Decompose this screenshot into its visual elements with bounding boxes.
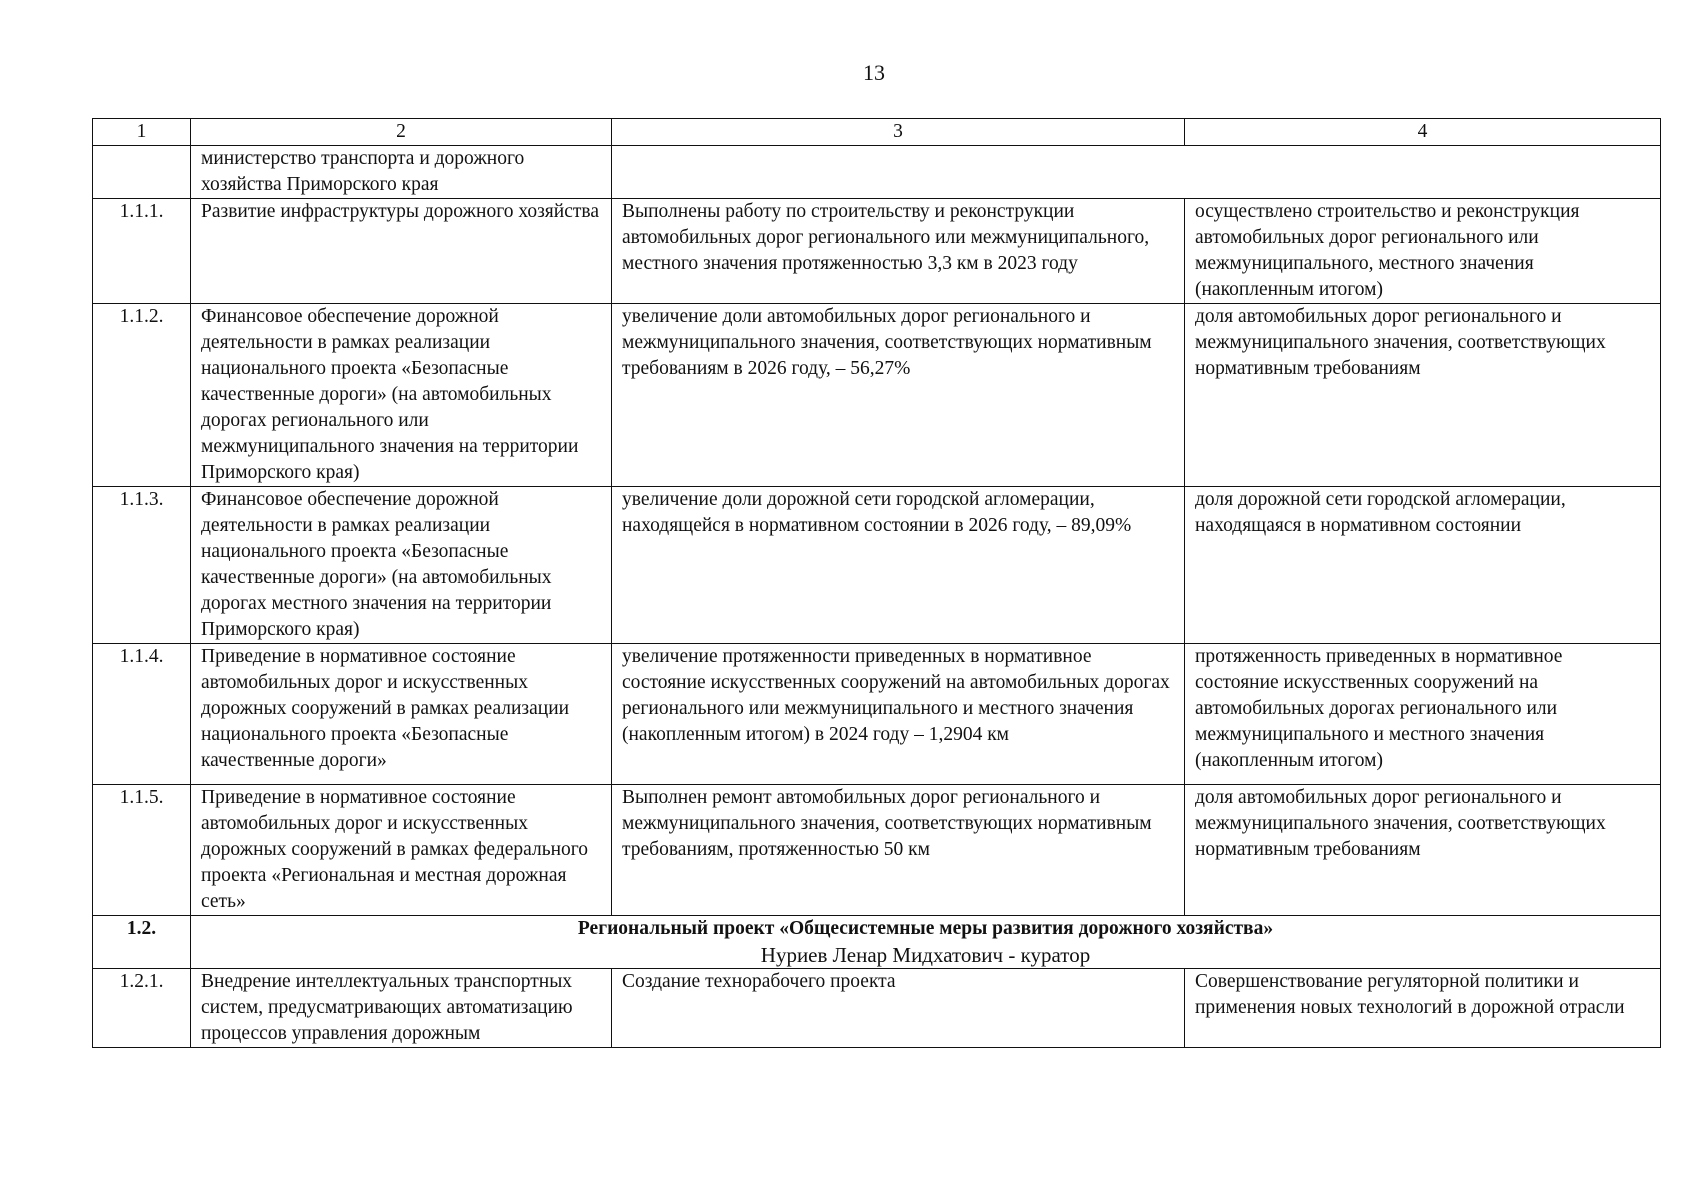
- column-header: 4: [1185, 119, 1661, 146]
- task-name: Финансовое обеспечение дорожной деятельности в рамках реализации национального проекта «Безопасные качественные дороги» (на автомобильных дорогах местного значения на территории Приморского края): [191, 487, 612, 644]
- table-row: [93, 199, 1661, 304]
- indicator: доля автомобильных дорог регионального и межмуниципального значения, соответствующих нормативным требованиям: [1185, 304, 1661, 487]
- row-number: 1.1.1.: [93, 199, 191, 304]
- section-title: Региональный проект «Общесистемные меры развития дорожного хозяйства»: [577, 918, 1274, 939]
- task-name: Приведение в нормативное состояние автомобильных дорог и искусственных дорожных сооружений в рамках реализации национального проекта «Безопасные качественные дороги»: [191, 644, 612, 785]
- measures-table: [92, 118, 1661, 1048]
- empty-cell: [612, 146, 1661, 199]
- indicator: доля автомобильных дорог регионального и межмуниципального значения, соответствующих нормативным требованиям: [1185, 785, 1661, 916]
- page-number: 13: [863, 60, 885, 85]
- expected-result: Выполнен ремонт автомобильных дорог регионального и межмуниципального значения, соответствующих нормативным требованиям, протяженностью 50 км: [612, 785, 1185, 916]
- row-number: [93, 146, 191, 199]
- expected-result: Выполнены работу по строительству и реконструкции автомобильных дорог регионального или межмуниципального, местного значения протяженностью 3,3 км в 2023 году: [612, 199, 1185, 304]
- expected-result: Создание технорабочего проекта: [612, 969, 1185, 1048]
- task-name: Приведение в нормативное состояние автомобильных дорог и искусственных дорожных сооружений в рамках федерального проекта «Региональная и местная дорожная сеть»: [191, 785, 612, 916]
- expected-result: увеличение протяженности приведенных в нормативное состояние искусственных сооружений на автомобильных дорогах регионального или межмуниципального и местного значения (накопленным итогом) в 2024 году – 1,2904 км: [612, 644, 1185, 785]
- responsible-agency: министерство транспорта и дорожного хозяйства Приморского края: [191, 146, 612, 199]
- table-row: [93, 644, 1661, 785]
- table-row: [93, 487, 1661, 644]
- row-number: 1.1.5.: [93, 785, 191, 916]
- indicator: Совершенствование регуляторной политики и применения новых технологий в дорожной отрасли: [1185, 969, 1661, 1048]
- section-row: [93, 916, 1661, 969]
- table-row: [93, 304, 1661, 487]
- row-number: 1.1.2.: [93, 304, 191, 487]
- task-name: Развитие инфраструктуры дорожного хозяйства: [191, 199, 612, 304]
- indicator: протяженность приведенных в нормативное состояние искусственных сооружений на автомобильных дорогах регионального или межмуниципального и местного значения (накопленным итогом): [1185, 644, 1661, 785]
- table-row: [93, 785, 1661, 916]
- table-row: [93, 146, 1661, 199]
- column-header: 1: [93, 119, 191, 146]
- table-row: [93, 969, 1661, 1048]
- column-header: 2: [191, 119, 612, 146]
- section-curator: Нуриев Ленар Мидхатович - куратор: [760, 943, 1091, 967]
- expected-result: увеличение доли дорожной сети городской агломерации, находящейся в нормативном состоянии в 2026 году, – 89,09%: [612, 487, 1185, 644]
- task-name: Внедрение интеллектуальных транспортных систем, предусматривающих автоматизацию процессов управления дорожным: [191, 969, 612, 1048]
- section-number: 1.2.: [93, 916, 191, 969]
- section-heading: [191, 916, 1661, 969]
- indicator: осуществлено строительство и реконструкция автомобильных дорог регионального или межмуниципального, местного значения (накопленным итогом): [1185, 199, 1661, 304]
- column-header: 3: [612, 119, 1185, 146]
- task-name: Финансовое обеспечение дорожной деятельности в рамках реализации национального проекта «Безопасные качественные дороги» (на автомобильных дорогах регионального или межмуниципального значения на территории Приморского края): [191, 304, 612, 487]
- row-number: 1.2.1.: [93, 969, 191, 1048]
- indicator: доля дорожной сети городской агломерации, находящаяся в нормативном состоянии: [1185, 487, 1661, 644]
- row-number: 1.1.3.: [93, 487, 191, 644]
- expected-result: увеличение доли автомобильных дорог регионального и межмуниципального значения, соответствующих нормативным требованиям в 2026 году, – 56,27%: [612, 304, 1185, 487]
- table-header-row: [93, 119, 1661, 146]
- row-number: 1.1.4.: [93, 644, 191, 785]
